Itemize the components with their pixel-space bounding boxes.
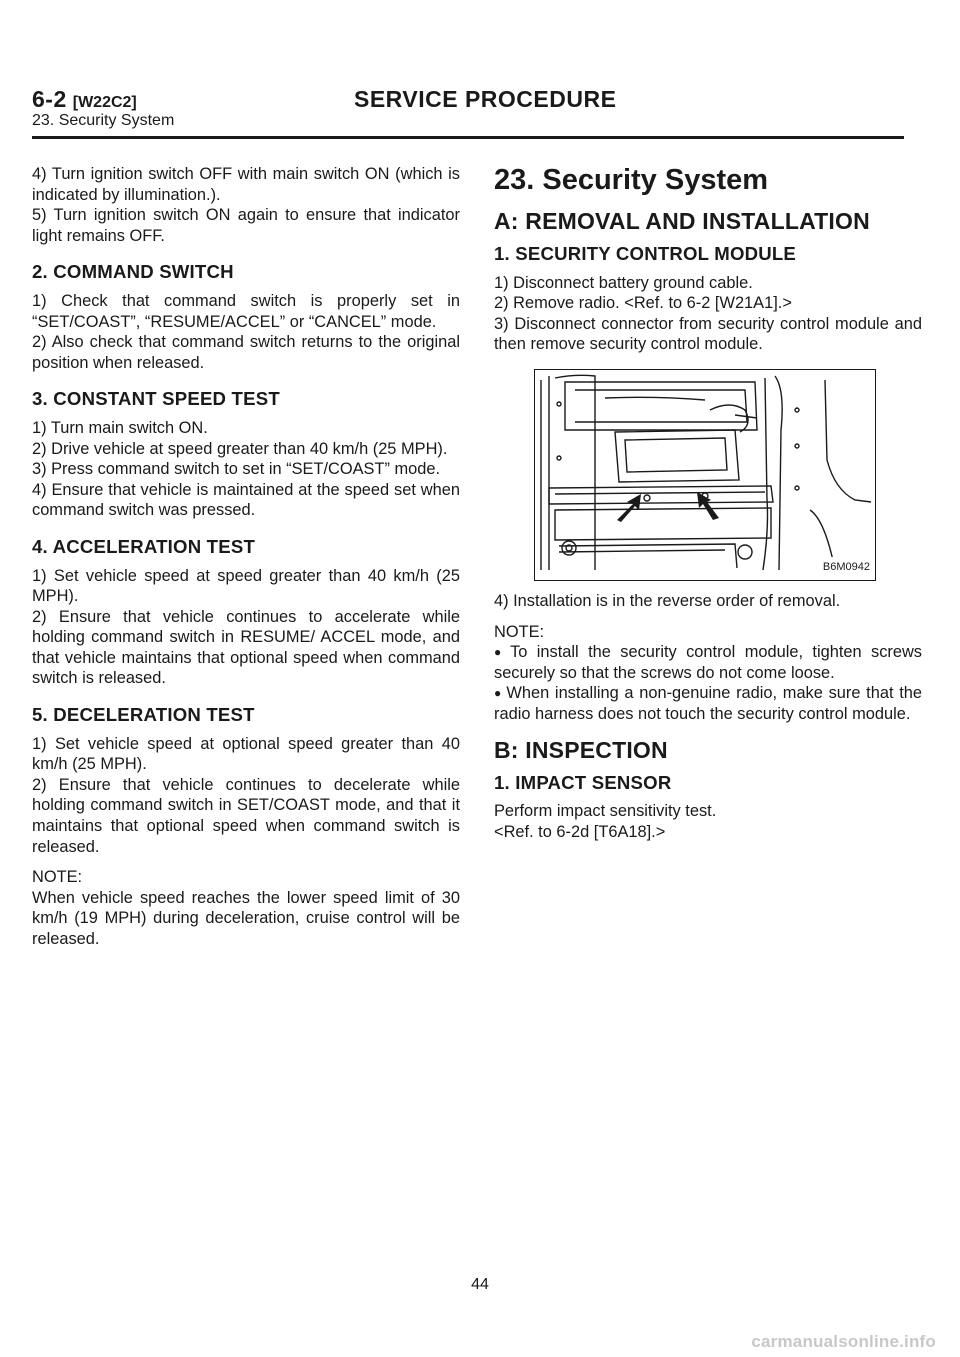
note-label: NOTE: — [32, 868, 83, 887]
security-module-figure — [534, 369, 876, 581]
inspection-line: Perform impact sensitivity test. — [494, 802, 717, 821]
inspection-line: <Ref. to 6-2d [T6A18].> — [494, 822, 666, 841]
dashboard-illustration — [535, 370, 875, 580]
header-rule — [32, 136, 904, 139]
page-header — [32, 86, 904, 130]
note-bullet-item — [494, 683, 922, 724]
left-column — [32, 164, 460, 950]
acceleration-step: 2) Ensure that vehicle continues to accelerate while holding command switch in RESUME/ ACCEL mode, and that vehicle maintains that optional speed when command switch is released. — [32, 607, 460, 688]
figure-id: B6M0942 — [822, 557, 871, 578]
note-bullet-item — [494, 642, 922, 683]
section-title: 23. Security System — [494, 164, 769, 196]
installation-step: 4) Installation is in the reverse order of removal. — [494, 591, 841, 610]
constant-speed-step: 2) Drive vehicle at speed greater than 40 km/h (25 MPH). — [32, 439, 448, 458]
note-label: NOTE: — [494, 622, 545, 641]
section-code: [W22C2] — [72, 94, 137, 111]
removal-step: 2) Remove radio. <Ref. to 6-2 [W21A1].> — [494, 294, 792, 313]
page-number: 44 — [471, 1276, 489, 1293]
constant-speed-step: 3) Press command switch to set in “SET/COAST” mode. — [32, 460, 441, 479]
bullet-icon: ● — [494, 645, 507, 660]
constant-speed-step: 1) Turn main switch ON. — [32, 418, 208, 437]
command-switch-heading: 2. COMMAND SWITCH — [32, 261, 234, 283]
removal-step: 3) Disconnect connector from security control module and then remove security control module. — [494, 314, 922, 354]
removal-step: 1) Disconnect battery ground cable. — [494, 273, 753, 292]
note-bullet-text: When installing a non-genuine radio, make sure that the radio harness does not touch the security control module. — [494, 684, 923, 723]
command-switch-step: 2) Also check that command switch returns to the original position when released. — [32, 333, 460, 372]
command-switch-step: 1) Check that command switch is properly set in “SET/COAST”, “RESUME/ACCEL” or “CANCEL” mode. — [32, 291, 460, 331]
note-text: When vehicle speed reaches the lower speed limit of 30 km/h (19 MPH) during deceleration, cruise control will be released. — [32, 888, 460, 948]
removal-installation-heading: A: REMOVAL AND INSTALLATION — [494, 208, 870, 234]
constant-speed-heading: 3. CONSTANT SPEED TEST — [32, 388, 280, 410]
security-module-heading: 1. SECURITY CONTROL MODULE — [494, 243, 797, 264]
right-column — [494, 164, 922, 842]
bullet-icon: ● — [494, 686, 503, 701]
section-number: 6-2 — [32, 86, 67, 112]
deceleration-step: 2) Ensure that vehicle continues to decelerate while holding command switch in SET/COAST mode, and that it maintains that optional speed when command switch is released. — [32, 775, 460, 856]
watermark: carmanualsonline.info — [751, 1332, 936, 1351]
intro-step: 5) Turn ignition switch ON again to ensure that indicator light remains OFF. — [32, 206, 460, 245]
note-bullet-text: To install the security control module, tighten screws securely so that the screws do not come loose. — [494, 643, 922, 682]
header-line — [32, 86, 904, 114]
acceleration-step: 1) Set vehicle speed at speed greater than 40 km/h (25 MPH). — [32, 566, 460, 606]
constant-speed-step: 4) Ensure that vehicle is maintained at the speed set when command switch was pressed. — [32, 480, 460, 520]
header-title: SERVICE PROCEDURE — [354, 86, 617, 112]
acceleration-heading: 4. ACCELERATION TEST — [32, 535, 256, 557]
header-subtitle: 23. Security System — [32, 112, 175, 129]
deceleration-step: 1) Set vehicle speed at optional speed greater than 40 km/h (25 MPH). — [32, 734, 460, 774]
intro-step: 4) Turn ignition switch OFF with main switch ON (which is indicated by illumination.). — [32, 165, 460, 204]
deceleration-heading: 5. DECELERATION TEST — [32, 704, 255, 726]
inspection-heading: B: INSPECTION — [494, 736, 668, 763]
impact-sensor-heading: 1. IMPACT SENSOR — [494, 771, 672, 793]
